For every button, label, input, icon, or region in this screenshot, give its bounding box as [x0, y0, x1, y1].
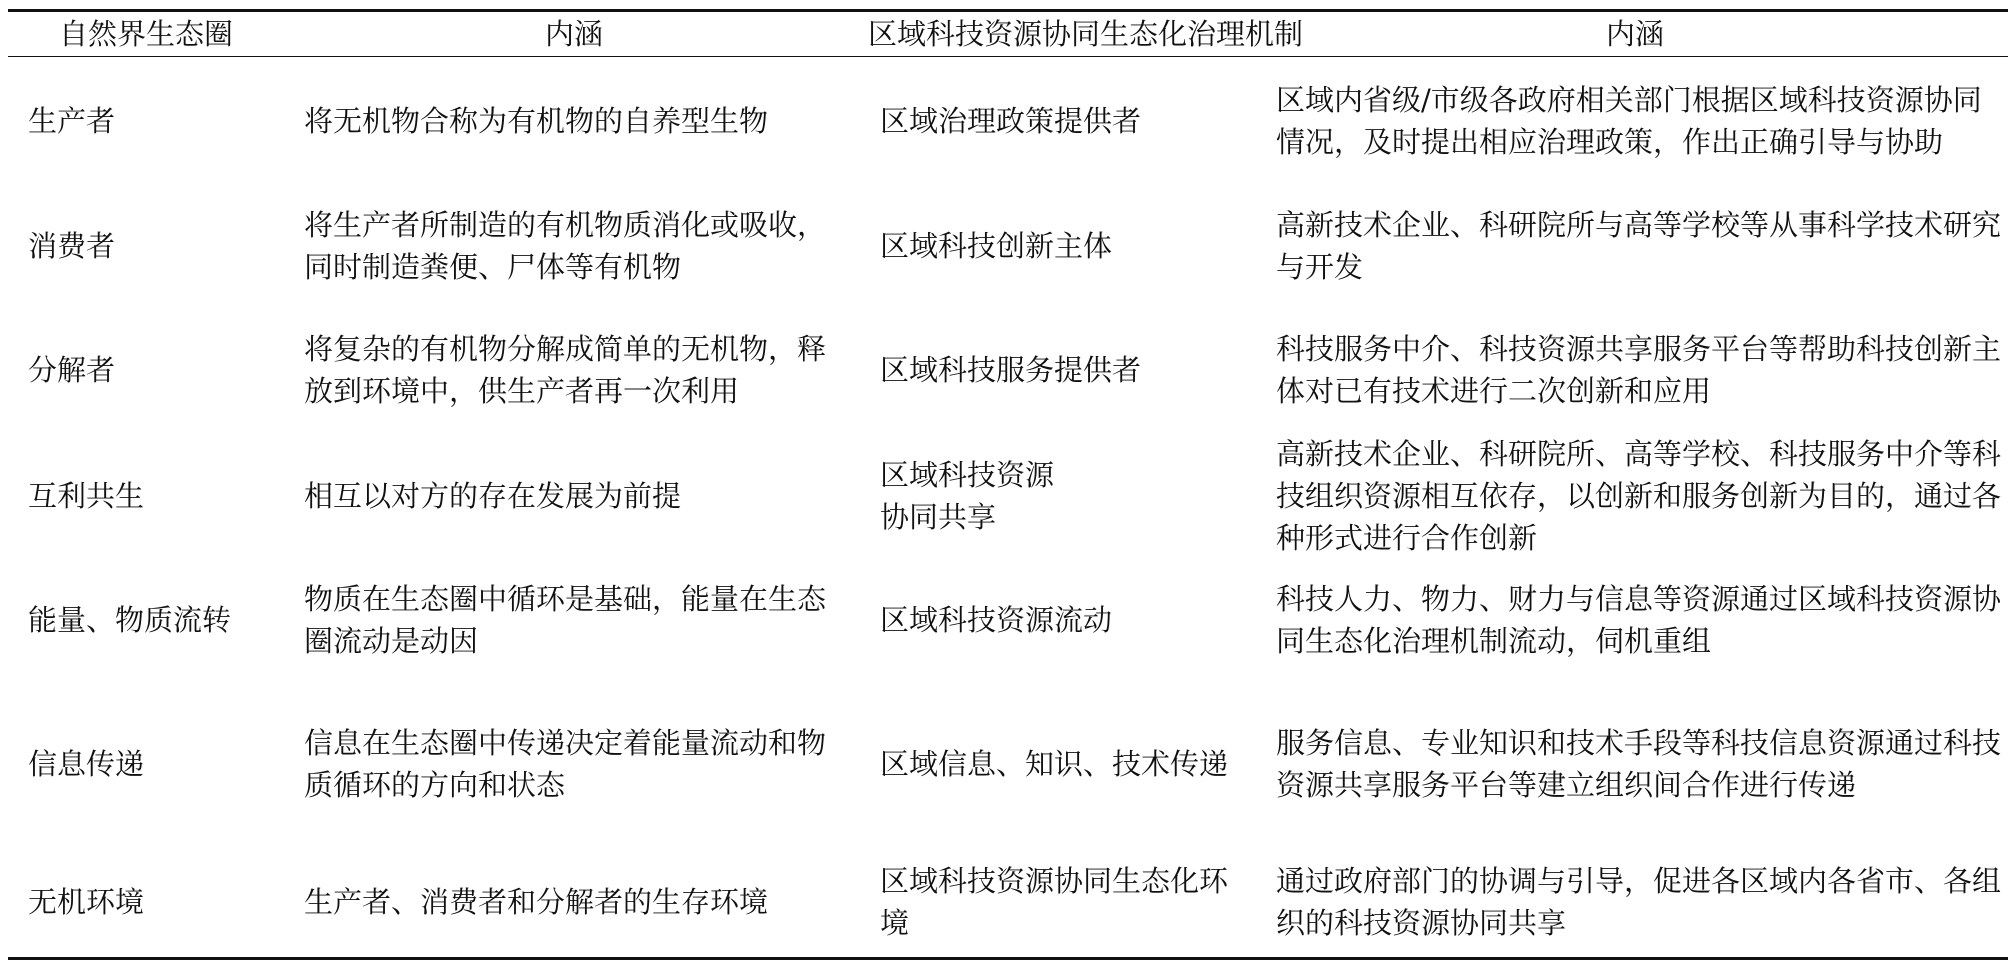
cell-ecosystem-meaning: 将无机物合称为有机物的自养型生物 [304, 103, 769, 138]
cell-ecosystem: 生产者 [28, 103, 116, 138]
cell-ecosystem-meaning: 相互以对方的存在发展为前提 [304, 478, 682, 513]
cell-ecosystem: 互利共生 [28, 478, 145, 513]
cell-ecosystem-meaning: 信息在生态圈中传递决定着能量流动和物质循环的方向和状态 [304, 725, 827, 802]
cell-mechanism-meaning: 科技服务中介、科技资源共享服务平台等帮助科技创新主体对已有技术进行二次创新和应用 [1276, 331, 2002, 408]
cell-mechanism-meaning: 科技人力、物力、财力与信息等资源通过区域科技资源协同生态化治理机制流动，伺机重组 [1276, 581, 2002, 658]
cell-mechanism-meaning: 区域内省级/市级各政府相关部门根据区域科技资源协同情况，及时提出相应治理政策，作出正确引导与协助 [1276, 82, 1982, 159]
table-row [8, 681, 2008, 847]
cell-mechanism: 区域科技资源协同生态化环境 [880, 863, 1229, 940]
table-header-row [8, 11, 2008, 57]
cell-ecosystem-meaning: 将生产者所制造的有机物质消化或吸收，同时制造粪便、尸体等有机物 [304, 207, 827, 284]
cell-mechanism: 区域科技服务提供者 [880, 352, 1142, 387]
header-ecosystem: 自然界生态圈 [58, 17, 233, 51]
cell-mechanism-meaning: 服务信息、专业知识和技术手段等科技信息资源通过科技资源共享服务平台等建立组织间合作进行传递 [1276, 725, 2002, 802]
ecosystem-mechanism-table [8, 9, 2008, 960]
cell-mechanism: 区域信息、知识、技术传递 [880, 746, 1229, 781]
cell-ecosystem: 信息传递 [28, 746, 145, 781]
cell-mechanism: 区域治理政策提供者 [880, 103, 1142, 138]
table-row [8, 559, 2008, 681]
header-mechanism: 区域科技资源协同生态化治理机制 [868, 17, 1304, 51]
header-mechanism-meaning: 内涵 [1605, 17, 1664, 51]
cell-mechanism [864, 433, 1262, 559]
comparison-table-container [8, 9, 2008, 960]
table-row [8, 57, 2008, 185]
cell-mechanism-line-1: 区域科技资源 [880, 457, 1055, 492]
cell-ecosystem: 无机环境 [28, 884, 145, 919]
table-row [8, 433, 2008, 559]
cell-mechanism-line-2: 协同共享 [880, 499, 997, 534]
cell-ecosystem-meaning: 生产者、消费者和分解者的生存环境 [304, 884, 769, 919]
table-row [8, 307, 2008, 433]
header-ecosystem-meaning: 内涵 [544, 17, 603, 51]
cell-ecosystem-meaning: 物质在生态圈中循环是基础，能量在生态圈流动是动因 [304, 581, 827, 658]
cell-ecosystem-meaning: 将复杂的有机物分解成简单的无机物，释放到环境中，供生产者再一次利用 [304, 331, 827, 408]
table-row [8, 847, 2008, 959]
cell-mechanism-meaning: 通过政府部门的协调与引导，促进各区域内各省市、各组织的科技资源协同共享 [1276, 863, 2002, 940]
cell-mechanism-meaning: 高新技术企业、科研院所、高等学校、科技服务中介等科技组织资源相互依存，以创新和服务创新为目的，通过各种形式进行合作创新 [1276, 436, 2002, 555]
cell-ecosystem: 能量、物质流转 [28, 602, 232, 637]
cell-mechanism: 区域科技资源流动 [880, 602, 1113, 637]
table-row [8, 185, 2008, 307]
cell-ecosystem: 消费者 [28, 228, 116, 263]
cell-ecosystem: 分解者 [28, 352, 116, 387]
cell-mechanism-meaning: 高新技术企业、科研院所与高等学校等从事科学技术研究与开发 [1276, 207, 2002, 284]
cell-mechanism: 区域科技创新主体 [880, 228, 1113, 263]
